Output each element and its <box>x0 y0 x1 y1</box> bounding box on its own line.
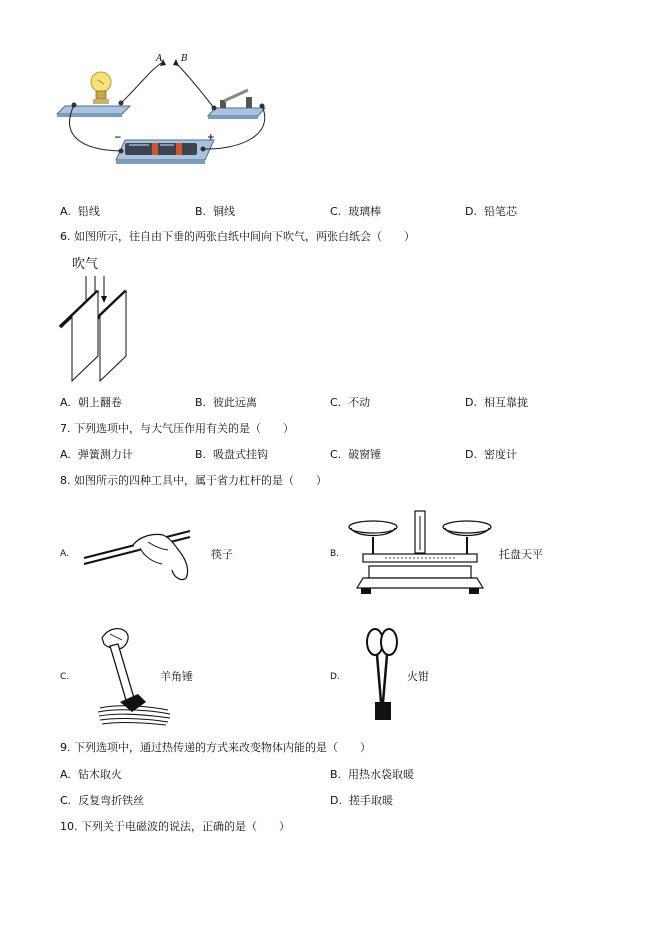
q6-option-d: D. 相互靠拢 <box>465 396 528 409</box>
battery-plus-label: + <box>207 133 215 143</box>
q6-stem: 6. 如图所示，往自由下垂的两张白纸中间向下吹气，两张白纸会（ ） <box>60 230 415 243</box>
battery-minus-label: − <box>114 133 122 143</box>
q8-option-c-letter: C. <box>60 672 70 682</box>
paper-figure <box>55 260 175 400</box>
q7-option-d: D. 密度计 <box>465 448 517 461</box>
q5-option-b: B. 铜线 <box>195 205 236 218</box>
q7-stem: 7. 下列选项中，与大气压作用有关的是（ ） <box>60 422 294 435</box>
q8-option-d-letter: D. <box>330 672 340 682</box>
circuit-diagram <box>0 0 661 200</box>
chopsticks-figure <box>78 518 208 588</box>
q6-figure-label: 吹气 <box>72 257 99 272</box>
q6-option-a: A. 朝上翻卷 <box>60 396 122 409</box>
q5-option-a: A. 铅线 <box>60 205 100 218</box>
q6-option-b: B. 彼此远离 <box>195 396 258 409</box>
q8-option-b-label: 托盘天平 <box>499 548 543 561</box>
q8-stem: 8. 如图所示的四种工具中，属于省力杠杆的是（ ） <box>60 474 327 487</box>
q9-stem: 9. 下列选项中，通过热传递的方式来改变物体内能的是（ ） <box>60 741 371 754</box>
q7-option-b: B. 吸盘式挂钩 <box>195 448 269 461</box>
q10-stem: 10. 下列关于电磁波的说法，正确的是（ ） <box>60 820 290 833</box>
q5-option-c: C. 玻璃棒 <box>330 205 382 218</box>
q8-option-b-letter: B. <box>330 549 340 559</box>
left-paper-sheet <box>72 291 98 381</box>
q8-option-c-label: 羊角锤 <box>160 670 193 683</box>
q7-option-a: A. 弹簧测力计 <box>60 448 133 461</box>
q8-option-a-label: 筷子 <box>211 548 233 561</box>
q5-option-d: D. 铅笔芯 <box>465 205 517 218</box>
q9-option-a: A. 钻木取火 <box>60 768 122 781</box>
q6-option-c: C. 不动 <box>330 396 371 409</box>
q7-option-c: C. 破窗锤 <box>330 448 382 461</box>
fire-tongs-figure <box>358 622 408 727</box>
terminal-a-label: A <box>156 54 163 64</box>
q9-option-c: C. 反复弯折铁丝 <box>60 794 145 807</box>
q8-option-d-label: 火钳 <box>407 670 429 683</box>
right-paper-sheet <box>100 291 126 381</box>
q8-option-a-letter: A. <box>60 549 69 559</box>
q9-option-b: B. 用热水袋取暖 <box>330 768 415 781</box>
q9-option-d: D. 搓手取暖 <box>330 794 393 807</box>
switch-lever <box>224 90 248 101</box>
balance-figure <box>345 508 495 603</box>
terminal-b-label: B <box>181 54 188 64</box>
